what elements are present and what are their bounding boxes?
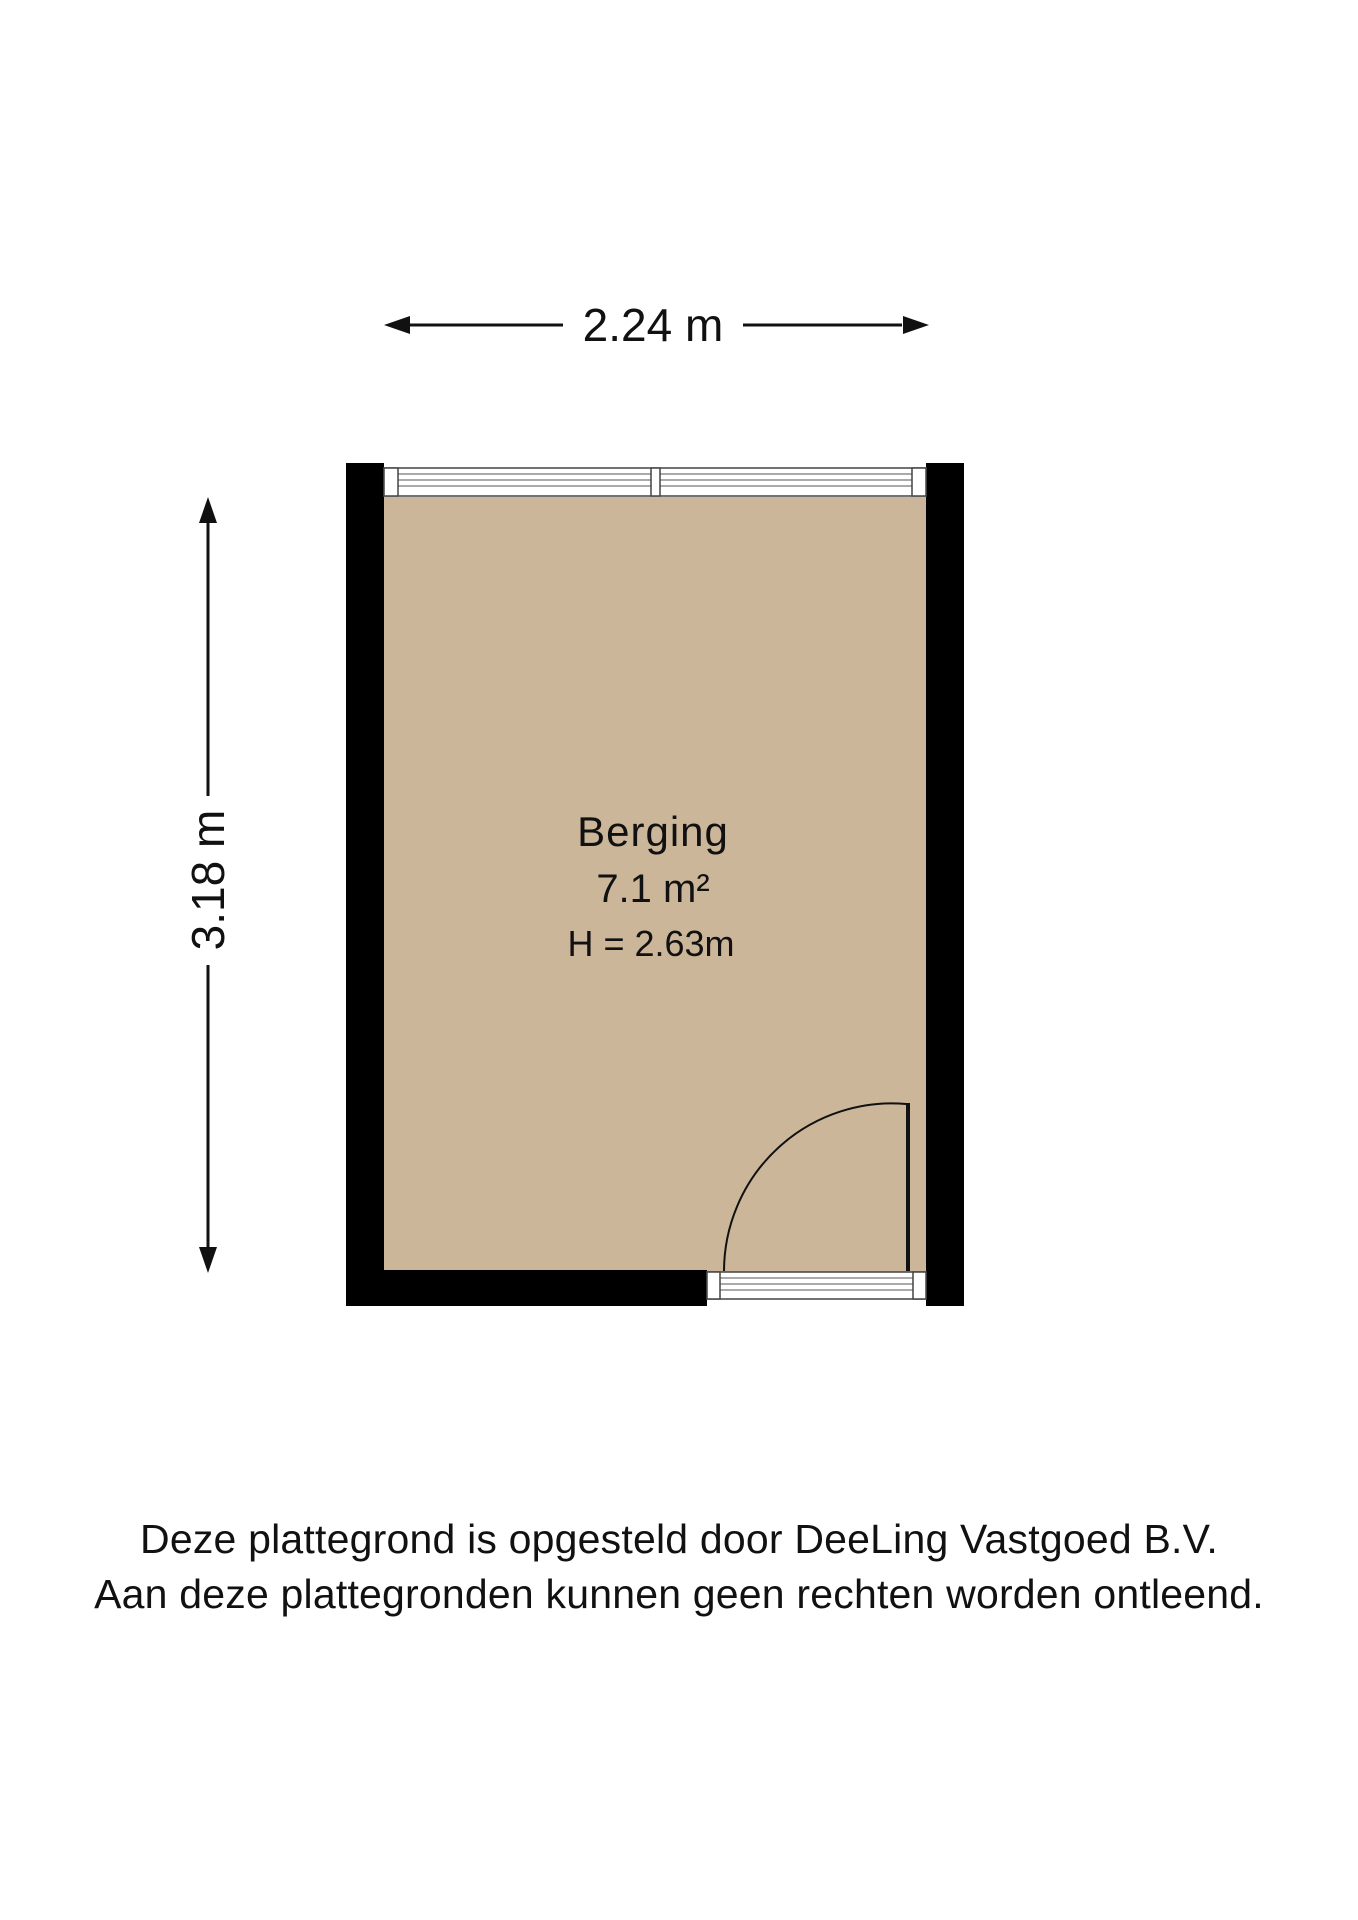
arrow-right-icon xyxy=(903,316,929,334)
height-dimension xyxy=(182,497,234,1273)
arrow-left-icon xyxy=(384,316,410,334)
room-height: H = 2.63m xyxy=(567,923,735,964)
room-area: 7.1 m² xyxy=(596,867,710,911)
width-label: 2.24 m xyxy=(582,299,724,351)
wall-left xyxy=(346,463,384,1306)
disclaimer-line-1: Deze plattegrond is opgesteld door DeeLing Vastgoed B.V. xyxy=(140,1516,1218,1562)
wall-bottom xyxy=(346,1270,707,1306)
height-label: 3.18 m xyxy=(182,809,234,951)
door-opening xyxy=(707,1272,926,1299)
wall-right xyxy=(926,463,964,1306)
room-name: Berging xyxy=(577,808,729,855)
arrow-down-icon xyxy=(199,1247,217,1273)
width-dimension xyxy=(384,299,929,351)
disclaimer-line-2: Aan deze plattegronden kunnen geen rechten worden ontleend. xyxy=(94,1571,1264,1617)
window-top xyxy=(384,468,926,496)
arrow-up-icon xyxy=(199,497,217,523)
